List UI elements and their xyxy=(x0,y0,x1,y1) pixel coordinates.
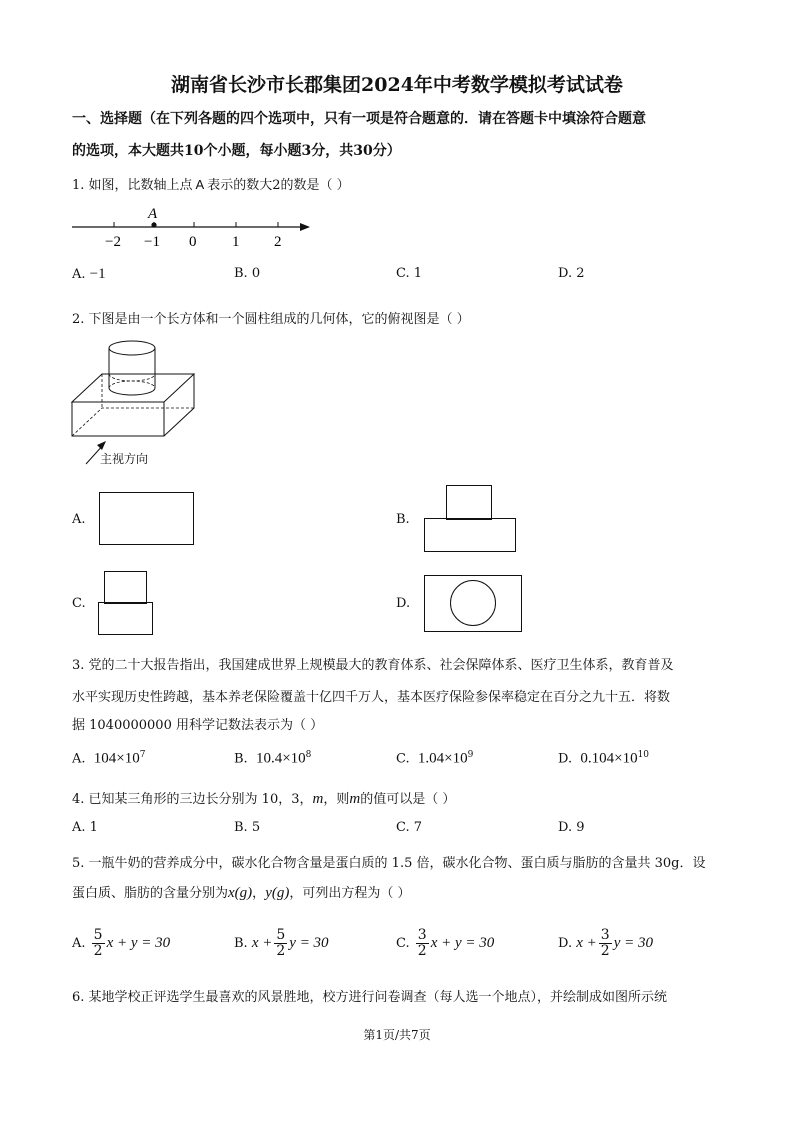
view-direction-label: 主视方向 xyxy=(100,452,149,466)
q1-option-c[interactable]: C. 1 xyxy=(396,266,423,281)
q4-option-b[interactable]: B. 5 xyxy=(234,820,261,835)
q2-option-d-label: D. xyxy=(396,596,411,611)
q4-option-a[interactable]: A. 1 xyxy=(72,820,98,835)
q1-option-b[interactable]: B. 0 xyxy=(234,266,261,281)
q4-option-d[interactable]: D. 9 xyxy=(558,820,585,835)
q3-line1: 3. 党的二十大报告指出，我国建成世界上规模最大的教育体系、社会保障体系、医疗卫生体系，教育普及 xyxy=(72,658,674,673)
q5-option-b[interactable]: B. x + $\frac{5}{2}$ y = 30 xyxy=(234,927,329,959)
q2-option-c-label: C. xyxy=(72,596,86,611)
q4-stem: 4. 已知某三角形的三边长分别为 10，3，m，则m的值可以是（ ） xyxy=(72,791,456,807)
page-footer: 第1页/共7页 xyxy=(363,1028,431,1042)
fraction: $\frac{3}{2}$ xyxy=(600,927,610,959)
q2-option-b-figure-top[interactable] xyxy=(446,485,492,520)
q3-option-a[interactable]: A. $104\times 10^7$ xyxy=(72,750,146,767)
q3-option-b[interactable]: B. $10.4\times 10^8$ xyxy=(234,750,312,767)
q6-line1: 6. 某地学校正评选学生最喜欢的风景胜地，校方进行问卷调查（每人选一个地点），并绘制成如图所示统 xyxy=(72,990,668,1005)
point-a-label: A xyxy=(148,206,158,222)
solid-figure xyxy=(68,336,208,468)
section-heading-line2: 的选项，本大题共10个小题，每小题3分，共30分） xyxy=(72,143,401,159)
q3-option-c[interactable]: C. $1.04\times 10^9$ xyxy=(396,750,474,767)
q3-line3: 据 1040000000 用科学记数法表示为（ ） xyxy=(72,718,324,733)
tick-label: 1 xyxy=(232,234,240,250)
q2-option-d-circle xyxy=(450,580,496,626)
tick-label: 0 xyxy=(189,234,197,250)
fraction: $\frac{3}{2}$ xyxy=(417,927,427,959)
q2-stem: 2. 下图是由一个长方体和一个圆柱组成的几何体，它的俯视图是（ ） xyxy=(72,312,470,327)
q2-option-d-figure[interactable] xyxy=(424,575,522,632)
q3-option-d[interactable]: D. $0.104\times 10^{10}$ xyxy=(558,750,650,767)
tick-label: 2 xyxy=(274,234,282,250)
q4-option-c[interactable]: C. 7 xyxy=(396,820,423,835)
q5-option-d[interactable]: D. x + $\frac{3}{2}$ y = 30 xyxy=(558,927,653,959)
q5-line1: 5. 一瓶牛奶的营养成分中，碳水化合物含量是蛋白质的 1.5 倍，碳水化合物、蛋白质与脂肪的含量共 30g．设 xyxy=(72,856,706,871)
page-title: 湖南省长沙市长郡集团2024年中考数学模拟考试试卷 xyxy=(171,74,623,96)
q2-option-c-figure-top[interactable] xyxy=(104,571,147,604)
q2-option-c-figure-bottom[interactable] xyxy=(98,602,153,635)
section-heading-line1: 一、选择题（在下列各题的四个选项中，只有一项是符合题意的．请在答题卡中填涂符合题意 xyxy=(72,111,646,127)
q1-option-d[interactable]: D. 2 xyxy=(558,266,585,281)
q2-option-a-label: A. xyxy=(72,512,86,527)
q5-line2: 蛋白质、脂肪的含量分别为x(g)，y(g)，可列出方程为（ ） xyxy=(72,885,411,901)
q2-option-b-label: B. xyxy=(396,512,410,527)
q3-line2: 水平实现历史性跨越，基本养老保险覆盖十亿四千万人，基本医疗保险参保率稳定在百分之九十五．将数 xyxy=(72,690,671,705)
q1-option-a[interactable]: A. −1 xyxy=(72,266,106,282)
tick-label: −2 xyxy=(105,234,121,250)
q1-stem: 1. 如图，比数轴上点 A 表示的数大2的数是（ ） xyxy=(72,177,350,193)
point-a-dot xyxy=(151,222,156,227)
fraction: $\frac{5}{2}$ xyxy=(93,927,103,959)
fraction: $\frac{5}{2}$ xyxy=(276,927,286,959)
number-line xyxy=(72,200,322,252)
q5-option-c[interactable]: C. $\frac{3}{2}$ x + y = 30 xyxy=(396,927,495,959)
tick-label: −1 xyxy=(144,234,160,250)
q2-option-b-figure-bottom[interactable] xyxy=(424,518,516,552)
q2-option-a-figure[interactable] xyxy=(99,492,194,545)
q5-option-a[interactable]: A. $\frac{5}{2}$ x + y = 30 xyxy=(72,927,171,959)
